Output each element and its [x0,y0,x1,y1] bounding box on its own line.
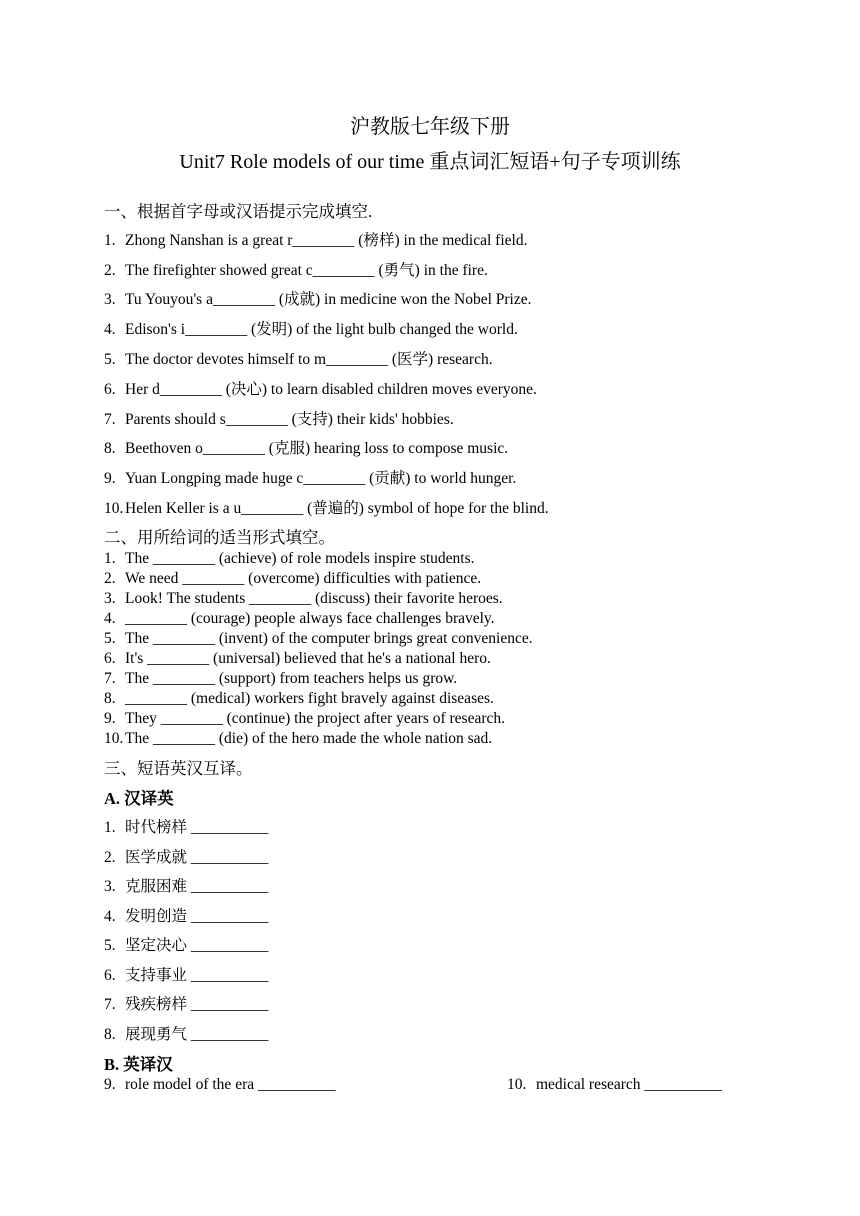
s2-item-10 [104,730,492,748]
s2-item-4 [104,610,495,628]
item-number: 8. [104,690,116,707]
s3b-item-10 [507,1076,722,1094]
s1-item-9 [104,466,516,488]
s1-item-10 [104,496,549,518]
item-number: 9. [104,1076,116,1093]
item-text: Parents should s________ (支持) their kids' hobbies. [125,411,454,428]
s2-item-3 [104,590,503,608]
s3a-item-6 [104,963,268,985]
item-number: 1. [104,819,116,836]
item-number: 4. [104,321,116,338]
item-number: 1. [104,232,116,249]
s1-item-3 [104,287,532,309]
s1-item-5 [104,347,493,369]
item-number: 6. [104,967,116,984]
s2-item-6 [104,650,491,668]
item-text: Zhong Nanshan is a great r________ (榜样) in the medical field. [125,232,528,249]
item-number: 3. [104,291,116,308]
item-text: 残疾榜样 __________ [125,996,269,1013]
item-text: We need ________ (overcome) difficulties with patience. [125,570,482,587]
section-1-heading: 一、根据首字母或汉语提示完成填空. [104,202,373,221]
s3a-item-1 [104,815,268,837]
s1-item-8 [104,436,508,458]
item-number: 6. [104,381,116,398]
item-number: 10. [104,500,124,517]
s2-item-2 [104,570,481,588]
s3a-item-8 [104,1022,268,1044]
s1-item-6 [104,377,537,399]
item-number: 7. [104,996,116,1013]
item-number: 2. [104,262,116,279]
item-number: 2. [104,570,116,587]
item-text: 展现勇气 __________ [125,1026,269,1043]
item-text: The doctor devotes himself to m________ (医学) research. [125,351,493,368]
item-text: Look! The students ________ (discuss) their favorite heroes. [125,590,503,607]
section-3-heading: 三、短语英汉互译。 [104,759,253,778]
item-text: role model of the era __________ [125,1076,336,1093]
item-text: Her d________ (决心) to learn disabled children moves everyone. [125,381,537,398]
item-number: 5. [104,351,116,368]
s1-item-4 [104,317,518,339]
item-text: Beethoven o________ (克服) hearing loss to compose music. [125,440,509,457]
item-number: 9. [104,710,116,727]
s1-item-2 [104,258,488,280]
s3a-item-5 [104,933,268,955]
item-text: ________ (courage) people always face challenges bravely. [125,610,495,627]
item-text: 医学成就 __________ [125,849,269,866]
item-number: 7. [104,411,116,428]
s2-item-9 [104,710,505,728]
item-text: It's ________ (universal) believed that he's a national hero. [125,650,491,667]
item-text: Edison's i________ (发明) of the light bulb changed the world. [125,321,518,338]
s3a-item-2 [104,845,268,867]
part-b-heading: B. 英译汉 [104,1055,173,1074]
item-number: 10. [104,730,124,747]
part-a-heading: A. 汉译英 [104,789,174,808]
s2-item-8 [104,690,494,708]
item-text: Tu Youyou's a________ (成就) in medicine won the Nobel Prize. [125,291,532,308]
item-number: 2. [104,849,116,866]
item-text: The ________ (invent) of the computer brings great convenience. [125,630,533,647]
item-text: The ________ (achieve) of role models inspire students. [125,550,475,567]
s3b-item-9 [104,1076,335,1094]
page-title: 沪教版七年级下册 [350,116,510,138]
item-number: 4. [104,908,116,925]
item-number: 6. [104,650,116,667]
s1-item-7 [104,407,454,429]
s2-item-7 [104,670,457,688]
s3a-item-4 [104,904,268,926]
section-2-heading: 二、用所给词的适当形式填空。 [104,528,335,547]
item-number: 3. [104,590,116,607]
item-number: 7. [104,670,116,687]
item-number: 5. [104,630,116,647]
item-text: The ________ (support) from teachers helps us grow. [125,670,458,687]
item-number: 4. [104,610,116,627]
item-text: 发明创造 __________ [125,908,269,925]
item-text: ________ (medical) workers fight bravely against diseases. [125,690,494,707]
item-number: 5. [104,937,116,954]
s2-item-1 [104,550,475,568]
item-text: 时代榜样 __________ [125,819,269,836]
item-number: 8. [104,440,116,457]
item-text: 支持事业 __________ [125,967,269,984]
item-text: 坚定决心 __________ [125,937,269,954]
item-text: The ________ (die) of the hero made the whole nation sad. [125,730,493,747]
item-number: 8. [104,1026,116,1043]
s3a-item-3 [104,874,268,896]
item-text: Helen Keller is a u________ (普遍的) symbol of hope for the blind. [125,500,549,517]
item-text: The firefighter showed great c________ (勇气) in the fire. [125,262,488,279]
item-text: Yuan Longping made huge c________ (贡献) to world hunger. [125,470,517,487]
item-number: 9. [104,470,116,487]
item-text: 克服困难 __________ [125,878,269,895]
s1-item-1 [104,228,527,250]
item-number: 1. [104,550,116,567]
s3a-item-7 [104,992,268,1014]
page-subtitle: Unit7 Role models of our time 重点词汇短语+句子专项训练 [179,151,681,173]
s2-item-5 [104,630,533,648]
item-number: 3. [104,878,116,895]
item-number: 10. [507,1076,527,1093]
item-text: They ________ (continue) the project after years of research. [125,710,506,727]
item-text: medical research __________ [536,1076,722,1093]
